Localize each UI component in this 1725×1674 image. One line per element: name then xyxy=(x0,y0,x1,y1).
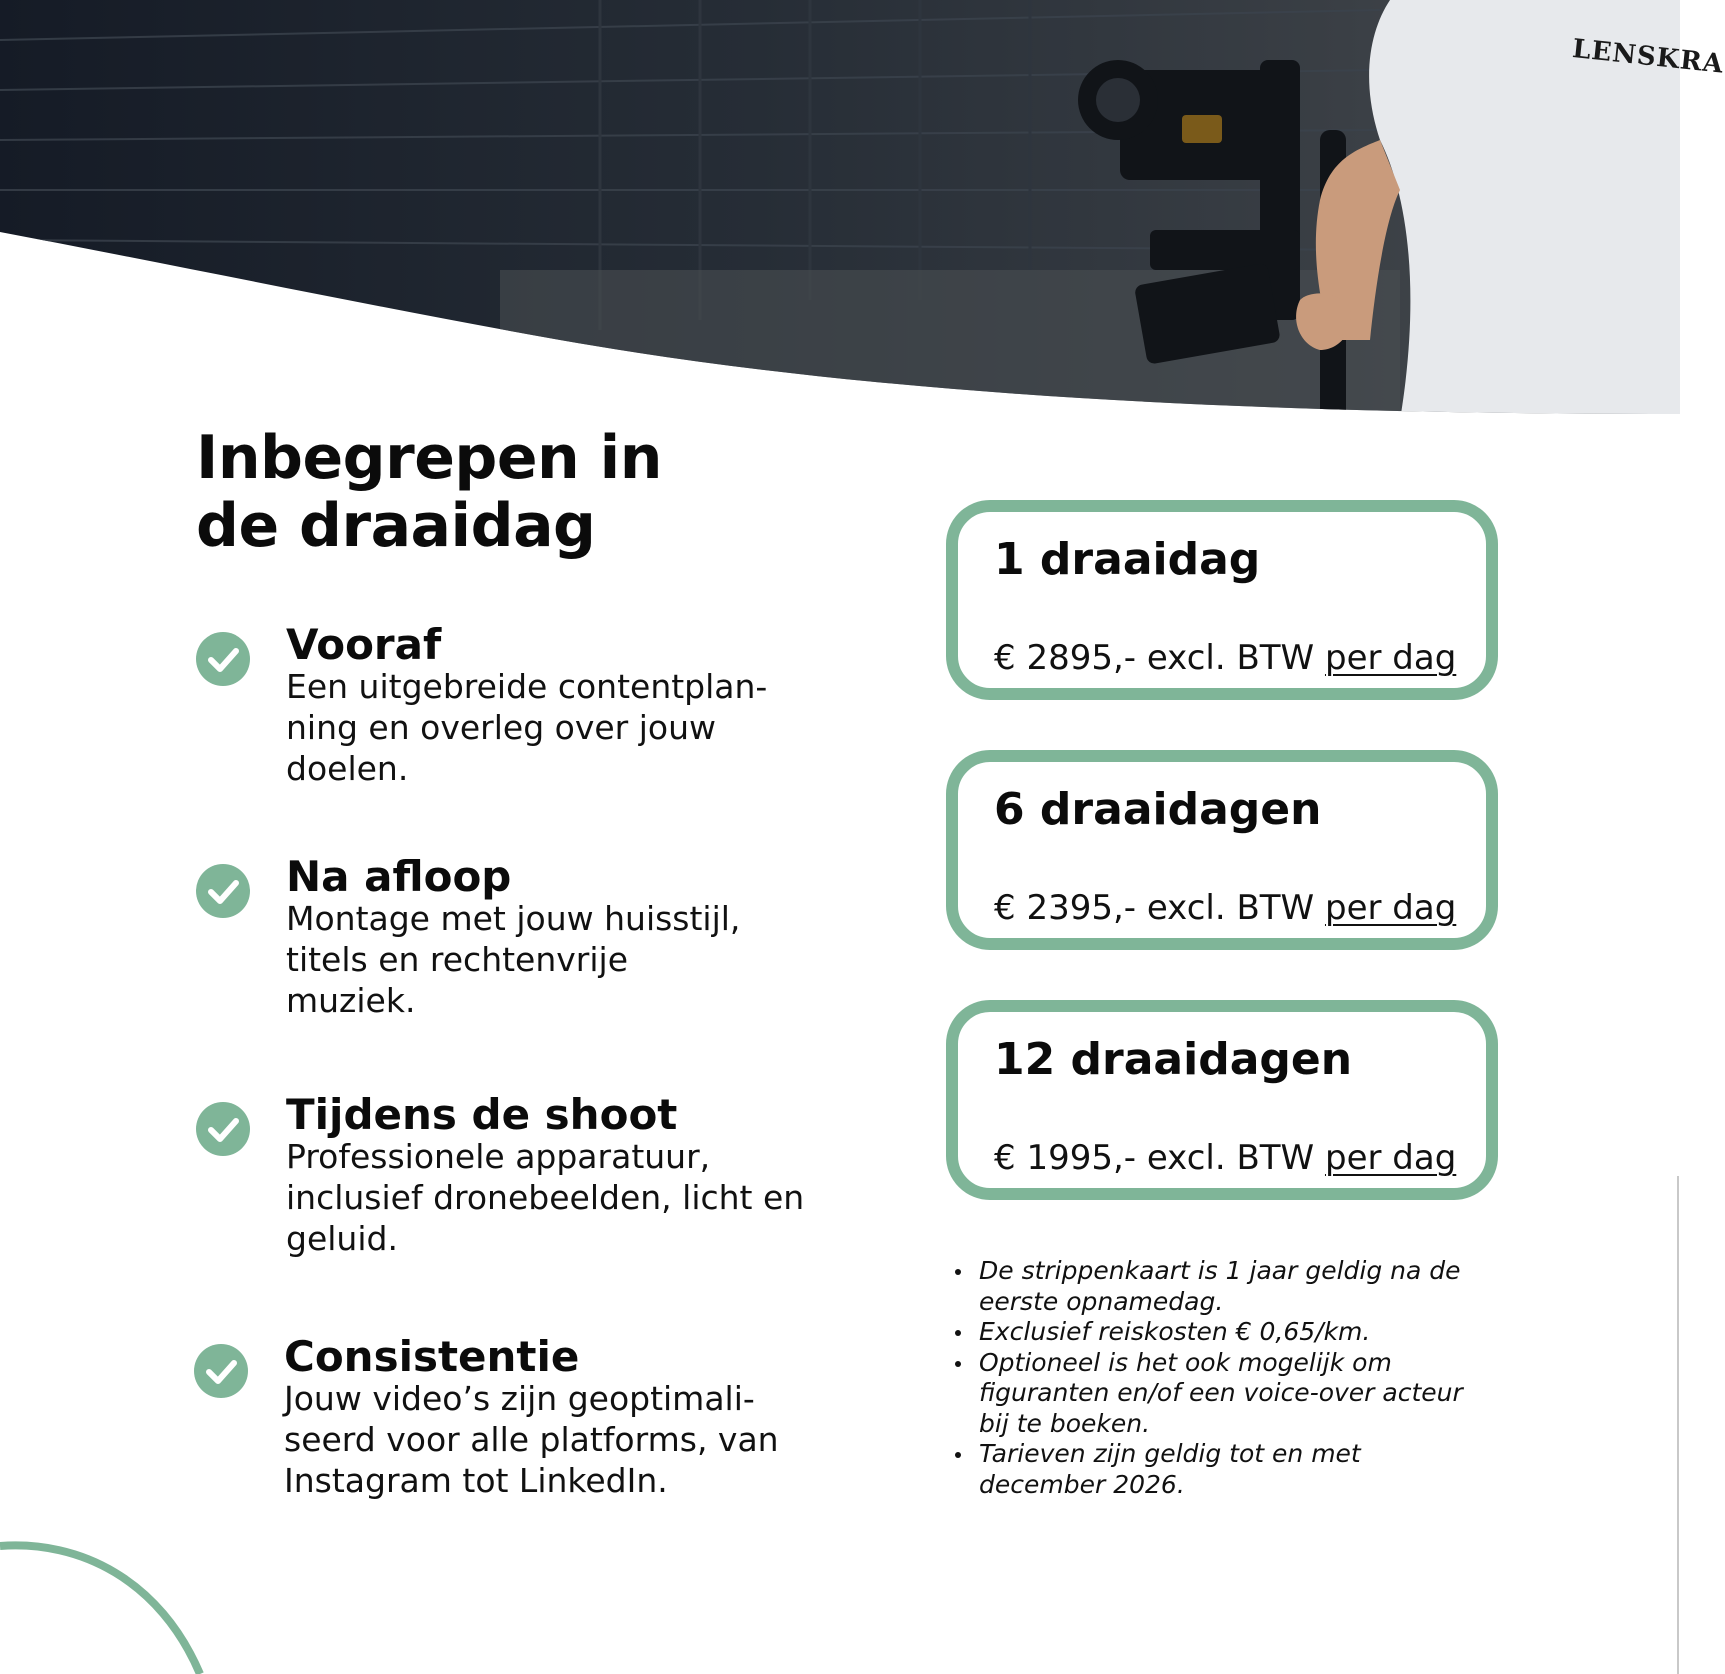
hero-image xyxy=(0,0,1680,420)
decorative-arc xyxy=(0,1520,260,1674)
feature-title: Vooraf xyxy=(286,620,442,669)
feature-title: Consistentie xyxy=(284,1332,580,1381)
hero-photo xyxy=(0,0,1725,420)
feature-description: Professionele apparatuur, inclusief dronebeelden, licht en geluid. xyxy=(286,1137,805,1258)
conditions-list xyxy=(952,1256,1512,1500)
feature-title: Tijdens de shoot xyxy=(286,1090,678,1139)
check-circle-icon xyxy=(196,1102,250,1156)
check-circle-icon xyxy=(196,864,250,918)
price-card-amount: € 2895,- excl. BTW per dag xyxy=(994,638,1457,678)
feature-description: Een uitgebreide contentplan- ning en overleg over jouw doelen. xyxy=(286,667,768,788)
condition-item: Exclusief reiskosten € 0,65/km. xyxy=(952,1317,1512,1348)
feature-description: Jouw video’s zijn geoptimali- seerd voor alle platforms, van Instagram tot LinkedIn. xyxy=(284,1379,779,1500)
price-card-6-days xyxy=(946,750,1498,950)
price-card-title: 6 draaidagen xyxy=(994,784,1322,835)
condition-item: De strippenkaart is 1 jaar geldig na de eerste opnamedag. xyxy=(952,1256,1512,1317)
per-day-label: per dag xyxy=(1324,638,1457,678)
price-card-amount: € 1995,- excl. BTW per dag xyxy=(994,1138,1457,1178)
check-circle-icon xyxy=(196,632,250,686)
page-edge-line xyxy=(1677,1176,1679,1674)
shirt-logo-text: LENSKRA xyxy=(1570,34,1725,80)
price-card-amount: € 2395,- excl. BTW per dag xyxy=(994,888,1457,928)
title-line-1: Inbegrepen in xyxy=(196,423,662,493)
price-card-title: 12 draaidagen xyxy=(994,1034,1353,1085)
feature-title: Na afloop xyxy=(286,852,512,901)
condition-item: Tarieven zijn geldig tot en met december 2026. xyxy=(952,1439,1512,1500)
price-card-1-day xyxy=(946,500,1498,700)
price-card-12-days xyxy=(946,1000,1498,1200)
condition-item: Optioneel is het ook mogelijk om figuranten en/of een voice-over acteur bij te boeken. xyxy=(952,1348,1512,1440)
title-line-2: de draaidag xyxy=(196,491,596,561)
per-day-label: per dag xyxy=(1324,888,1457,928)
per-day-label: per dag xyxy=(1324,1138,1457,1178)
section-title xyxy=(196,424,716,560)
feature-description: Montage met jouw huisstijl, titels en rechtenvrije muziek. xyxy=(286,899,741,1020)
check-circle-icon xyxy=(194,1344,248,1398)
price-card-title: 1 draaidag xyxy=(994,534,1261,585)
